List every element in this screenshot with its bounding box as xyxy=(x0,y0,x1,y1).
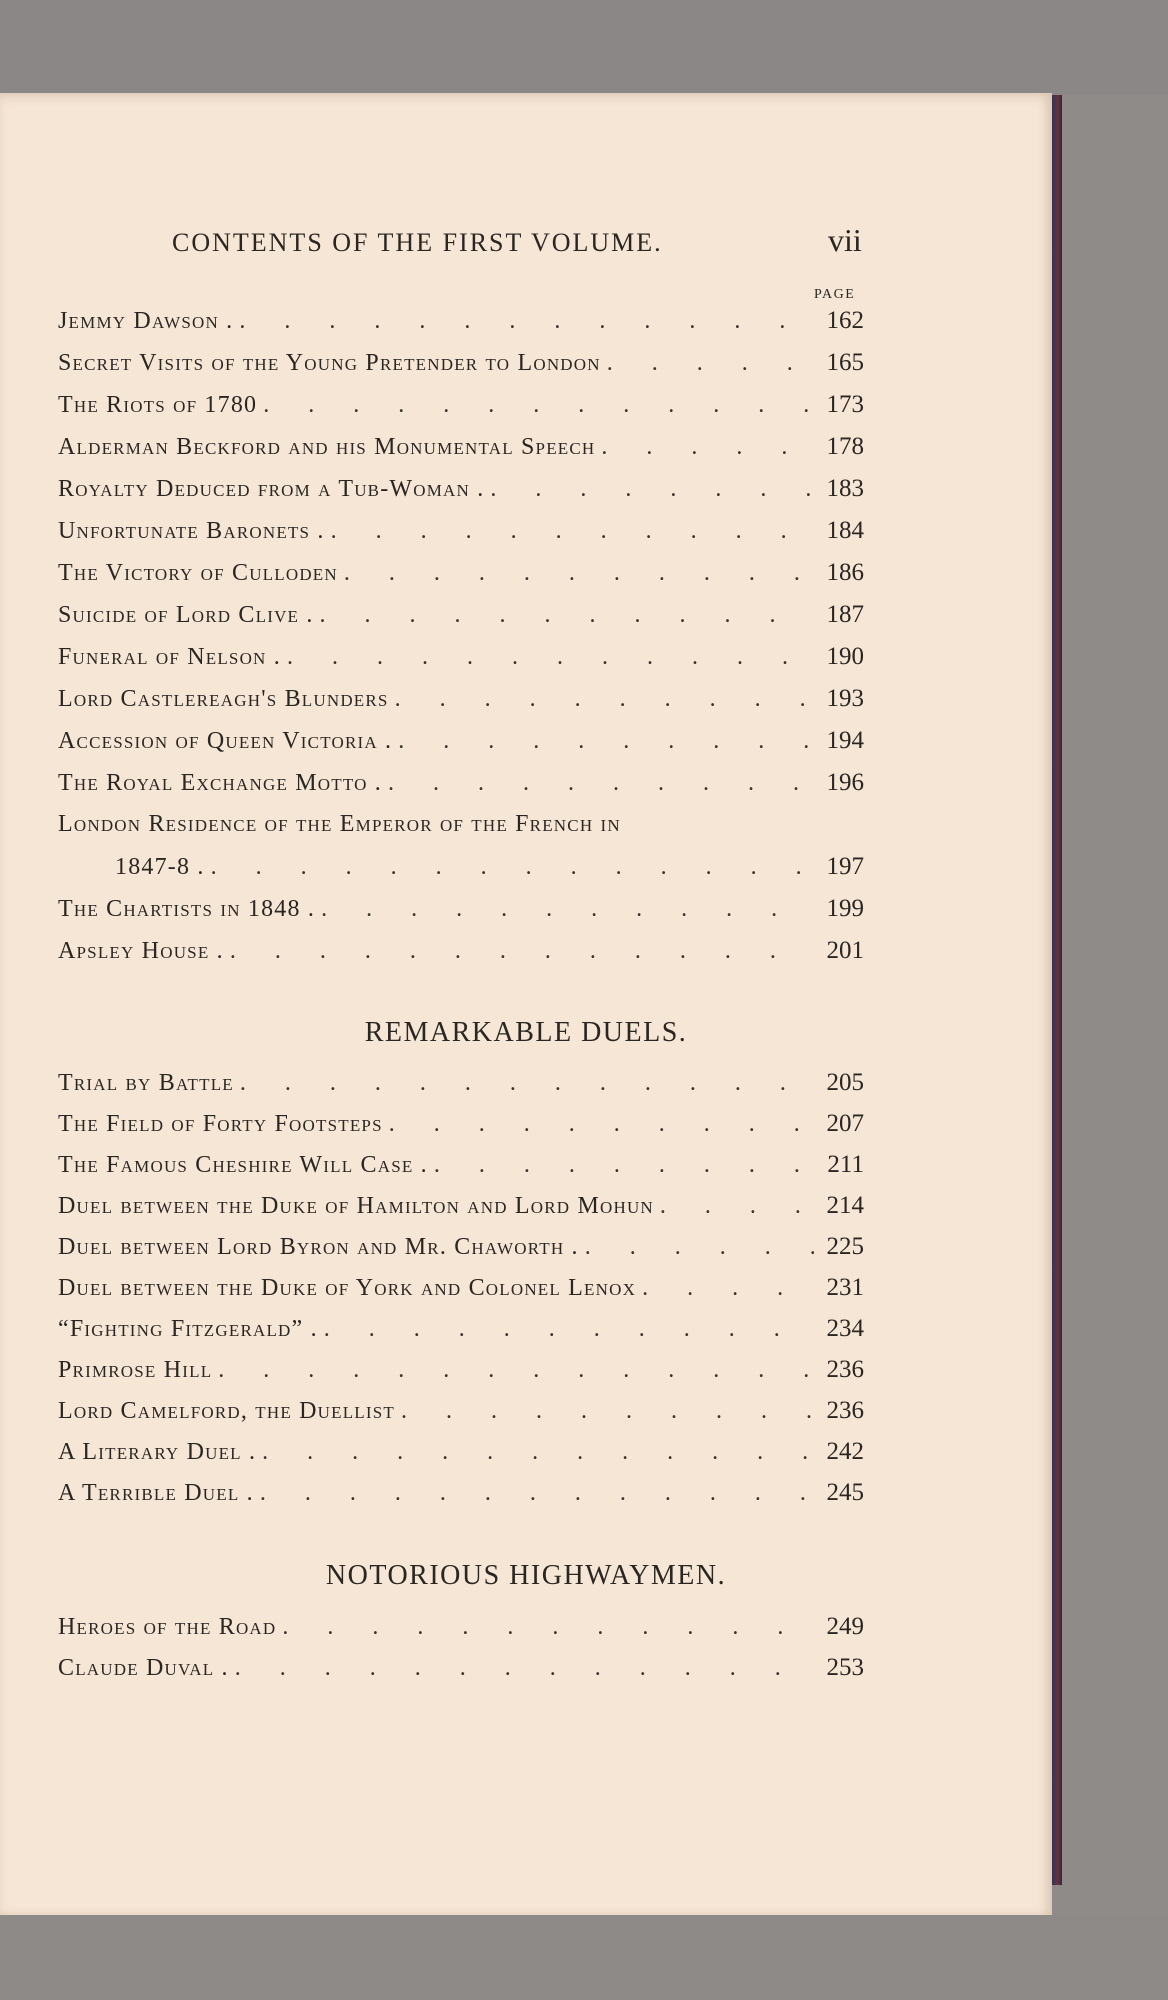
toc-entry xyxy=(58,1069,864,1105)
toc-entry-title: London Residence of the Emperor of the French in xyxy=(58,811,621,837)
toc-entry xyxy=(58,307,864,343)
page-folio: vii xyxy=(828,222,862,258)
dot-leader xyxy=(490,476,814,503)
toc-entry-title: Alderman Beckford and his Monumental Speech xyxy=(58,434,596,460)
toc-entry-title: Claude Duval . xyxy=(58,1655,229,1681)
toc-entry xyxy=(58,1479,864,1515)
toc-entry-title: The Riots of 1780 xyxy=(58,392,258,418)
dot-leader xyxy=(601,434,814,461)
dot-leader xyxy=(344,560,814,587)
toc-entry-title: Primrose Hill xyxy=(58,1357,213,1383)
toc-entry xyxy=(58,1151,864,1187)
toc-entry-page: 205 xyxy=(826,1069,864,1096)
page-column-label: PAGE xyxy=(814,287,856,302)
toc-entry-page: 194 xyxy=(826,727,864,754)
dot-leader xyxy=(434,1152,814,1179)
toc-entry-page: 197 xyxy=(826,853,864,880)
toc-entry-title: 1847-8 . xyxy=(115,854,205,880)
dot-leader xyxy=(240,1070,814,1097)
toc-entry xyxy=(58,601,864,637)
toc-entry-title: The Royal Exchange Motto . xyxy=(58,770,382,796)
dot-leader xyxy=(320,602,814,629)
toc-entry xyxy=(58,895,864,931)
dot-leader xyxy=(287,644,814,671)
toc-entry xyxy=(58,1613,864,1649)
toc-entry-page: 225 xyxy=(826,1233,864,1260)
toc-entry-title: Jemmy Dawson . xyxy=(58,308,234,334)
toc-entry xyxy=(58,433,864,469)
dot-leader xyxy=(331,518,814,545)
section-heading: NOTORIOUS HIGHWAYMEN. xyxy=(325,1560,727,1591)
dot-leader xyxy=(398,728,814,755)
toc-entry-page: 173 xyxy=(826,391,864,418)
dot-leader xyxy=(321,896,814,923)
toc-entry-page: 183 xyxy=(826,475,864,502)
toc-entry-page: 245 xyxy=(826,1479,864,1506)
toc-entry-page: 178 xyxy=(826,433,864,460)
dot-leader xyxy=(218,1357,814,1384)
toc-entry-title: Apsley House . xyxy=(58,938,224,964)
toc-entry-page: 249 xyxy=(826,1613,864,1640)
toc-entry-page: 187 xyxy=(826,601,864,628)
toc-entry-title: Secret Visits of the Young Pretender to London xyxy=(58,350,601,376)
toc-entry xyxy=(58,769,864,805)
toc-entry-page: 242 xyxy=(826,1438,864,1465)
dot-leader xyxy=(211,854,814,881)
dot-leader xyxy=(324,1316,814,1343)
toc-entry-page: 207 xyxy=(826,1110,864,1137)
dot-leader xyxy=(642,1275,814,1302)
dot-leader xyxy=(660,1193,814,1220)
toc-entry-title: The Victory of Culloden xyxy=(58,560,338,586)
toc-entry-page: 201 xyxy=(826,937,864,964)
toc-entry-title: The Field of Forty Footsteps xyxy=(58,1111,383,1137)
toc-entry-title: Duel between the Duke of Hamilton and Lord Mohun xyxy=(58,1193,654,1219)
toc-entry-page: 199 xyxy=(826,895,864,922)
toc-entry-continuation xyxy=(115,853,864,889)
toc-entry xyxy=(58,1356,864,1392)
dot-leader xyxy=(262,1439,814,1466)
toc-entry xyxy=(58,811,864,847)
toc-entry-page: 186 xyxy=(826,559,864,586)
dot-leader xyxy=(389,1111,814,1138)
backdrop-bottom xyxy=(0,1915,1168,2000)
dot-leader xyxy=(263,392,814,419)
toc-entry-title: Duel between Lord Byron and Mr. Chaworth . xyxy=(58,1234,579,1260)
toc-entry-title: Suicide of Lord Clive . xyxy=(58,602,314,628)
backdrop-top xyxy=(0,0,1168,95)
toc-entry-page: 193 xyxy=(826,685,864,712)
toc-entry xyxy=(58,517,864,553)
toc-entry-title: Accession of Queen Victoria . xyxy=(58,728,393,754)
toc-entry xyxy=(58,1397,864,1433)
toc-entry xyxy=(58,643,864,679)
dot-leader xyxy=(607,350,814,377)
toc-entry-title: The Chartists in 1848 . xyxy=(58,896,316,922)
toc-entry-page: 214 xyxy=(826,1192,864,1219)
toc-entry xyxy=(58,1315,864,1351)
dot-leader xyxy=(282,1614,814,1641)
toc-entry-title: Duel between the Duke of York and Colonel Lenox xyxy=(58,1275,637,1301)
toc-entry-title: Funeral of Nelson . xyxy=(58,644,281,670)
toc-entry-title: A Literary Duel . xyxy=(58,1439,257,1465)
toc-entry-page: 236 xyxy=(826,1397,864,1424)
toc-entry xyxy=(58,937,864,973)
dot-leader xyxy=(395,686,814,713)
toc-entry xyxy=(58,1654,864,1690)
toc-entry xyxy=(58,1192,864,1228)
toc-entry-title: Royalty Deduced from a Tub-Woman . xyxy=(58,476,485,502)
toc-entry-page: 236 xyxy=(826,1356,864,1383)
toc-entry-title: Trial by Battle xyxy=(58,1070,234,1096)
dot-leader xyxy=(388,770,814,797)
running-head: CONTENTS OF THE FIRST VOLUME. xyxy=(172,228,663,257)
toc-entry xyxy=(58,685,864,721)
dot-leader xyxy=(585,1234,814,1261)
toc-entry xyxy=(58,1274,864,1310)
toc-entry-page: 190 xyxy=(826,643,864,670)
dot-leader xyxy=(239,308,814,335)
dot-leader xyxy=(230,938,814,965)
toc-entry xyxy=(58,1110,864,1146)
toc-entry xyxy=(58,349,864,385)
toc-entry xyxy=(58,1233,864,1269)
toc-entry-page: 165 xyxy=(826,349,864,376)
toc-entry-page: 184 xyxy=(826,517,864,544)
dot-leader xyxy=(235,1655,814,1682)
toc-entry-page: 234 xyxy=(826,1315,864,1342)
toc-entry-page: 253 xyxy=(826,1654,864,1681)
toc-entry xyxy=(58,1438,864,1474)
toc-entry-title: “Fighting Fitzgerald” . xyxy=(58,1316,318,1342)
toc-entry-title: A Terrible Duel . xyxy=(58,1480,254,1506)
toc-entry-title: Lord Castlereagh's Blunders xyxy=(58,686,389,712)
toc-entry-title: Lord Camelford, the Duellist xyxy=(58,1398,395,1424)
toc-entry xyxy=(58,559,864,595)
dot-leader xyxy=(401,1398,814,1425)
section-heading: REMARKABLE DUELS. xyxy=(364,1017,688,1048)
toc-entry-page: 231 xyxy=(826,1274,864,1301)
toc-entry xyxy=(58,727,864,763)
toc-entry-page: 162 xyxy=(826,307,864,334)
toc-entry-title: Unfortunate Baronets . xyxy=(58,518,325,544)
toc-entry-page: 196 xyxy=(826,769,864,796)
toc-entry xyxy=(58,475,864,511)
toc-entry-title: The Famous Cheshire Will Case . xyxy=(58,1152,428,1178)
toc-entry xyxy=(58,391,864,427)
toc-entry-title: Heroes of the Road xyxy=(58,1614,277,1640)
toc-entry-page: 211 xyxy=(827,1151,864,1178)
dot-leader xyxy=(260,1480,814,1507)
